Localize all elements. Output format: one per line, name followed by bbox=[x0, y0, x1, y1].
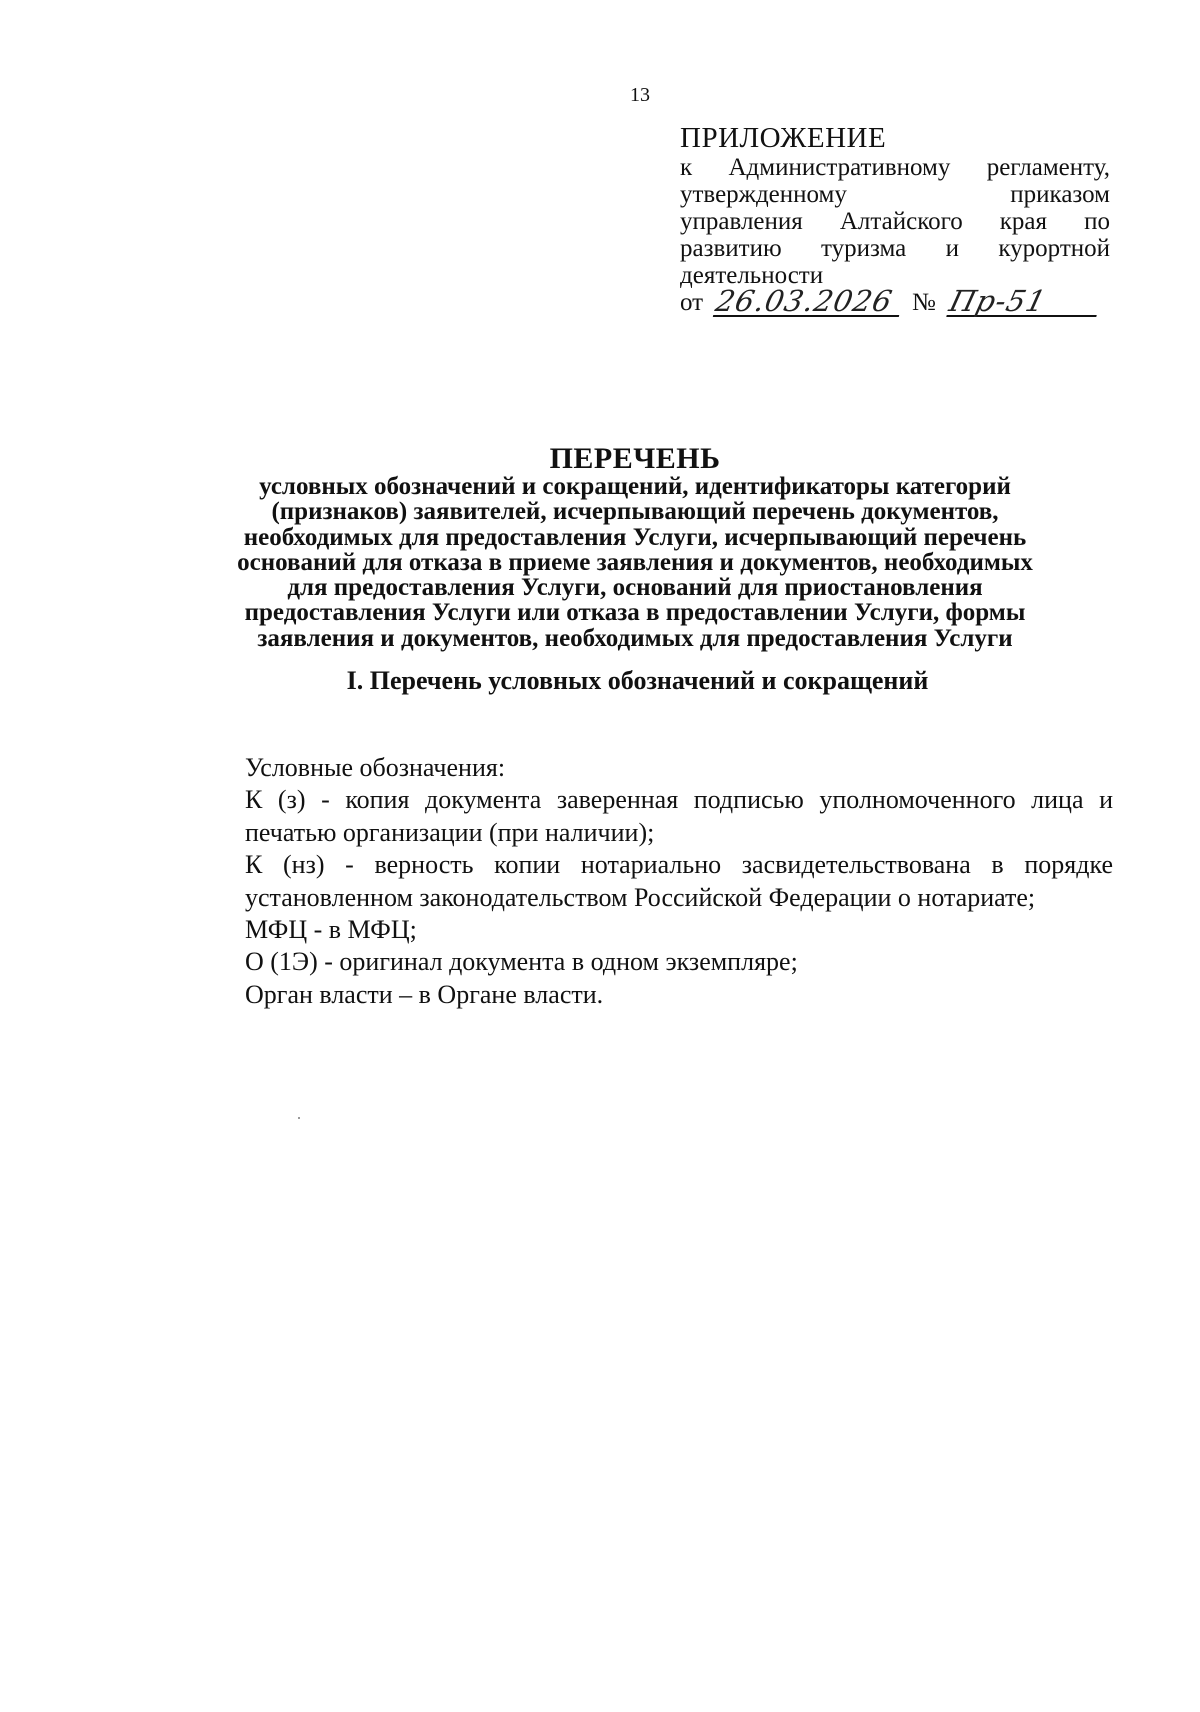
list-heading-line: заявления и документов, необходимых для предоставления Услуги bbox=[257, 624, 1013, 652]
list-heading-line: условных обозначений и сокращений, идентификаторы категорий bbox=[259, 473, 1011, 500]
appendix-line: развитию туризма и курортной bbox=[680, 235, 1110, 262]
order-date-number-row bbox=[680, 283, 1110, 321]
appendix-title: ПРИЛОЖЕНИЕ bbox=[680, 122, 887, 154]
body-line: Орган власти – в Органе власти. bbox=[245, 979, 604, 1009]
body-line: О (1Э) - оригинал документа в одном экземпляре; bbox=[245, 947, 798, 977]
list-heading bbox=[170, 444, 1100, 651]
list-heading-line: оснований для отказа в приеме заявления и документов, необходимых bbox=[237, 548, 1033, 576]
appendix-block bbox=[680, 122, 1110, 321]
handwritten-date: 26.03.2026 bbox=[713, 287, 905, 317]
body-line: печатью организации (при наличии); bbox=[245, 817, 655, 847]
from-label: от bbox=[680, 289, 704, 316]
list-heading-line: (признаков) заявителей, исчерпывающий перечень документов, bbox=[271, 498, 999, 526]
body-text bbox=[245, 752, 1113, 1011]
appendix-line: утвержденному приказом bbox=[680, 181, 1110, 208]
appendix-line: к Административному регламенту, bbox=[680, 154, 1110, 181]
list-heading-line: необходимых для предоставления Услуги, исчерпывающий перечень bbox=[243, 523, 1027, 551]
appendix-line: деятельности bbox=[680, 262, 824, 289]
handwritten-number: Пр-51 bbox=[946, 287, 1103, 317]
list-heading-line: предоставления Услуги или отказа в предоставлении Услуги, формы bbox=[244, 599, 1026, 627]
scan-speck bbox=[298, 1117, 300, 1119]
body-line: Условные обозначения: bbox=[245, 753, 506, 782]
list-title: ПЕРЕЧЕНЬ bbox=[549, 442, 721, 475]
body-line: установленном законодательством Российской Федерации о нотариате; bbox=[245, 882, 1036, 912]
number-label: № bbox=[912, 289, 936, 316]
body-line: К (нз) - верность копии нотариально засвидетельствована в порядке bbox=[245, 850, 1113, 880]
appendix-line: управления Алтайского края по bbox=[680, 208, 1110, 235]
body-line: МФЦ - в МФЦ; bbox=[245, 915, 417, 945]
body-line: К (з) - копия документа заверенная подписью уполномоченного лица и bbox=[245, 785, 1113, 815]
list-heading-line: для предоставления Услуги, оснований для приостановления bbox=[287, 574, 983, 602]
page-number: 13 bbox=[630, 84, 650, 106]
section-title: I. Перечень условных обозначений и сокращений bbox=[346, 666, 929, 695]
